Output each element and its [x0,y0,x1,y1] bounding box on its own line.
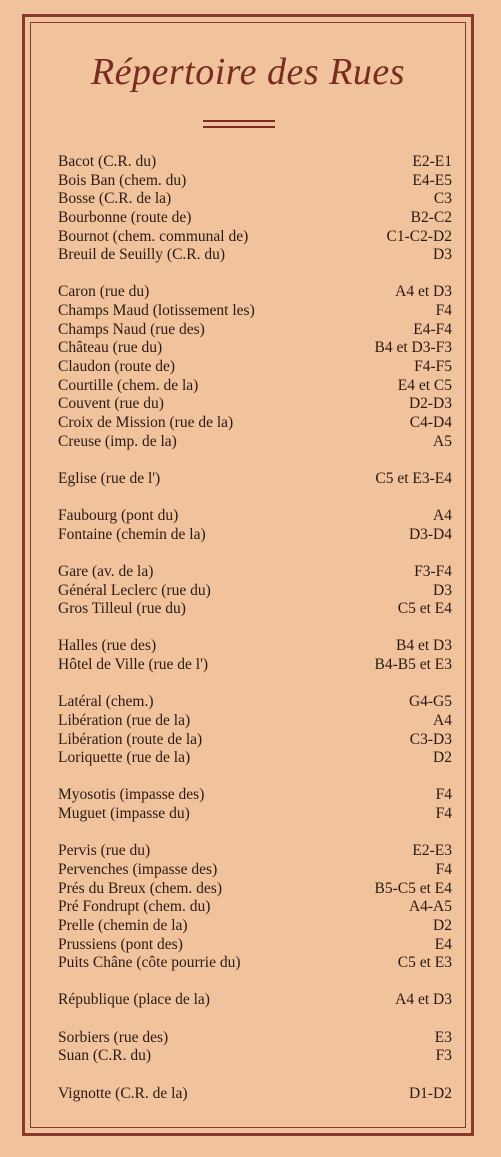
street-name: Vignotte (C.R. de la) [58,1084,188,1102]
street-name: Croix de Mission (rue de la) [58,413,234,431]
grid-reference: G4-G5 [408,693,452,711]
grid-reference: F4 [435,302,452,320]
street-name: Muguet (impasse du) [58,805,190,823]
street-entry [58,302,452,321]
grid-reference: D2 [433,916,452,934]
title-underline [203,126,275,128]
grid-reference: A4-A5 [408,898,452,916]
street-entry [58,526,452,545]
street-name: Pervis (rue du) [58,842,151,860]
street-name: Libération (route de la) [58,730,203,748]
grid-reference: E4-E5 [412,171,452,189]
grid-reference: C4-D4 [409,413,452,431]
street-name: Latéral (chem.) [58,693,154,711]
letter-group [58,283,452,451]
street-entry [58,991,452,1010]
street-name: Bosse (C.R. de la) [58,190,172,208]
grid-reference: C5 et E3-E4 [375,469,452,487]
grid-reference: D3 [433,246,452,264]
grid-reference: F4-F5 [414,358,452,375]
street-entry [58,228,452,247]
grid-reference: E4 [434,935,452,953]
letter-group [58,153,452,265]
street-entry [58,414,452,433]
letter-group [58,786,452,823]
street-entry [58,1029,452,1048]
grid-reference: C5 et E3 [397,954,452,972]
street-entry [58,358,452,377]
street-entry [58,805,452,824]
street-name: Eglise (rue de l') [58,469,161,487]
street-directory [58,153,452,1122]
grid-reference: C3 [433,190,452,208]
street-entry [58,153,452,172]
street-name: Myosotis (impasse des) [58,786,205,804]
street-name: Prussiens (pont des) [58,935,183,953]
street-entry [58,786,452,805]
grid-reference: B4 et D3-F3 [374,339,452,357]
street-name: Champs Maud (lotissement les) [58,302,255,320]
grid-reference: F3 [435,1047,452,1065]
street-entry [58,954,452,973]
street-entry [58,246,452,265]
street-entry [58,283,452,302]
street-entry [58,637,452,656]
grid-reference: B4 et D3 [396,637,452,655]
street-name: Gros Tilleul (rue du) [58,600,186,618]
letter-group [58,470,452,489]
street-name: Prelle (chemin de la) [58,916,188,934]
street-name: Prés du Breux (chem. des) [58,879,222,897]
street-name: Bournot (chem. communal de) [58,227,249,245]
grid-reference: E2-E1 [412,153,452,170]
street-entry [58,600,452,619]
street-name: Halles (rue des) [58,637,157,655]
grid-reference: F4 [435,786,452,804]
street-entry [58,433,452,452]
street-name: Suan (C.R. du) [58,1047,151,1065]
street-name: Général Leclerc (rue du) [58,581,211,599]
street-entry [58,339,452,358]
grid-reference: D1-D2 [408,1084,452,1102]
street-name: Gare (av. de la) [58,562,154,580]
street-name: Creuse (imp. de la) [58,432,177,450]
grid-reference: D3-D4 [408,525,452,543]
street-entry [58,712,452,731]
grid-reference: B2-C2 [410,208,452,226]
letter-group [58,1085,452,1104]
street-name: République (place de la) [58,991,210,1009]
street-name: Château (rue du) [58,339,163,357]
street-entry [58,395,452,414]
letter-group [58,842,452,972]
grid-reference: A4 et D3 [395,283,452,301]
street-entry [58,842,452,861]
grid-reference: A4 et D3 [395,991,452,1009]
street-entry [58,563,452,582]
grid-reference: B4-B5 et E3 [374,656,452,674]
street-entry [58,209,452,228]
grid-reference: C5 et E4 [397,600,452,618]
street-name: Champs Naud (rue des) [58,320,205,338]
grid-reference: A4 [433,711,452,729]
street-name: Pervenches (impasse des) [58,860,218,878]
street-name: Breuil de Seuilly (C.R. du) [58,246,226,264]
letter-group [58,693,452,768]
street-entry [58,582,452,601]
street-entry [58,172,452,191]
street-name: Caron (rue du) [58,283,150,301]
street-name: Puits Châne (côte pourrie du) [58,954,241,972]
street-entry [58,1085,452,1104]
title-underline [203,120,275,122]
street-name: Faubourg (pont du) [58,507,179,525]
street-name: Claudon (route de) [58,358,176,375]
grid-reference: C1-C2-D2 [386,227,452,245]
grid-reference: E4 et C5 [397,376,452,394]
street-entry [58,507,452,526]
street-name: Couvent (rue du) [58,395,164,413]
street-entry [58,898,452,917]
street-entry [58,861,452,880]
street-entry [58,936,452,955]
page-title: Répertoire des Rues [90,51,406,93]
grid-reference: A4 [433,507,452,525]
street-entry [58,917,452,936]
grid-reference: E3 [434,1028,452,1046]
grid-reference: C3-D3 [409,730,452,748]
street-entry [58,656,452,675]
grid-reference: E4-F4 [413,320,452,338]
street-name: Libération (rue de la) [58,711,191,729]
grid-reference: F3-F4 [414,562,452,580]
letter-group [58,637,452,674]
street-name: Bois Ban (chem. du) [58,171,187,189]
letter-group [58,991,452,1010]
grid-reference: F4 [435,805,452,823]
street-name: Hôtel de Ville (rue de l') [58,656,209,674]
grid-reference: D3 [433,581,452,599]
street-name: Pré Fondrupt (chem. du) [58,898,211,916]
street-entry [58,693,452,712]
grid-reference: A5 [433,432,452,450]
street-entry [58,321,452,340]
street-entry [58,377,452,396]
street-name: Bacot (C.R. du) [58,153,157,170]
street-entry [58,1047,452,1066]
grid-reference: F4 [435,860,452,878]
street-entry [58,190,452,209]
street-name: Bourbonne (route de) [58,208,192,226]
street-entry [58,731,452,750]
grid-reference: D2-D3 [408,395,452,413]
letter-group [58,563,452,619]
letter-group [58,507,452,544]
street-entry [58,749,452,768]
grid-reference: B5-C5 et E4 [374,879,452,897]
grid-reference: E2-E3 [412,842,452,860]
street-name: Courtille (chem. de la) [58,376,199,394]
street-name: Sorbiers (rue des) [58,1028,169,1046]
grid-reference: D2 [433,749,452,767]
street-entry [58,880,452,899]
street-name: Loriquette (rue de la) [58,749,191,767]
street-entry [58,470,452,489]
street-name: Fontaine (chemin de la) [58,525,206,543]
letter-group [58,1029,452,1066]
